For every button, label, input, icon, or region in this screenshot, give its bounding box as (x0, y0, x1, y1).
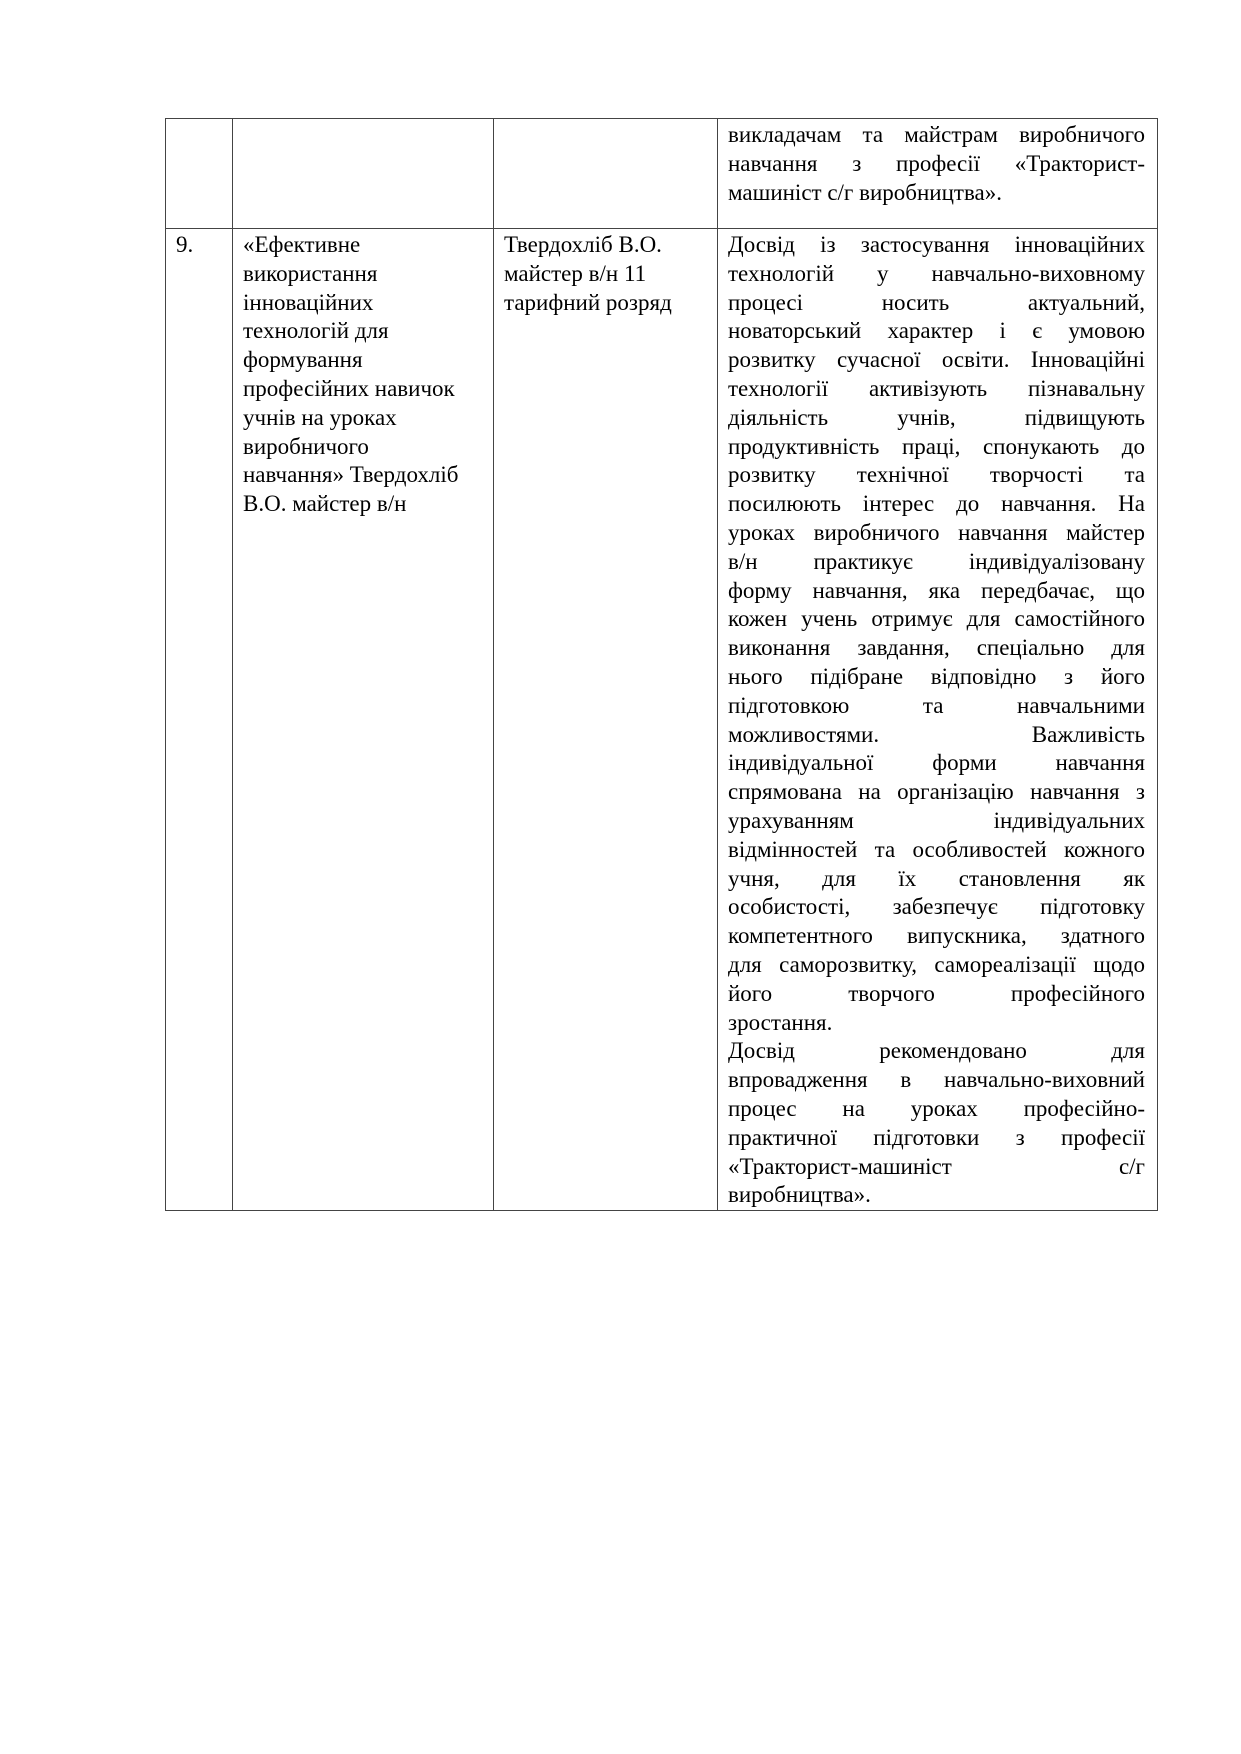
description-line: для саморозвитку, самореалізації щодо (728, 951, 1145, 977)
author-line: Твердохліб В.О. (504, 232, 662, 257)
description-line: впровадження в навчально-виховний (728, 1067, 1145, 1093)
description-line: кожен учень отримує для самостійного (728, 606, 1145, 632)
title-line: учнів на уроках (243, 404, 397, 430)
description-line: в/н практикує індивідуалізовану (728, 548, 1145, 574)
description-line: виробництва». (728, 1182, 871, 1208)
description-line: підготовкою та навчальними (728, 692, 1145, 718)
author-cell (494, 119, 718, 229)
description-line: спрямована на організацію навчання з (728, 779, 1145, 805)
description-line: Досвід із застосування інноваційних (728, 232, 1145, 257)
row-number-cell (166, 119, 233, 229)
author-cell (494, 229, 718, 1211)
description-line: навчання з професії «Тракторист- (728, 150, 1145, 176)
title-line: виробничого (243, 433, 369, 459)
title-line: «Ефективне (243, 232, 361, 257)
description-line: відмінностей та особливостей кожного (728, 836, 1145, 862)
table-row (166, 229, 1158, 1211)
description-line: учня, для їх становлення як (728, 865, 1145, 891)
description-paragraph (728, 231, 1145, 1037)
title-line: технологій для (243, 318, 389, 344)
experience-table (165, 118, 1158, 1211)
title-line: професійних навичок (243, 375, 455, 401)
title-line: формування (243, 347, 363, 373)
description-line: процесі носить актуальний, (728, 289, 1145, 315)
recommendation-paragraph (728, 1037, 1145, 1210)
description-line: зростання. (728, 1009, 833, 1035)
description-line: продуктивність праці, спонукають до (728, 433, 1145, 459)
table-row (166, 119, 1158, 229)
description-line: машиніст с/г виробництва». (728, 179, 1002, 205)
row-number-cell (166, 229, 233, 1211)
description-line: його творчого професійного (728, 980, 1145, 1006)
description-line: новаторський характер і є умовою (728, 318, 1145, 344)
description-line: Досвід рекомендовано для (728, 1038, 1145, 1064)
description-line: розвитку сучасної освіти. Інноваційні (728, 347, 1145, 373)
description-line: процес на уроках професійно- (728, 1095, 1145, 1121)
description-paragraph (728, 121, 1145, 207)
description-line: посилюють інтерес до навчання. На (728, 491, 1145, 517)
title-cell (233, 229, 494, 1211)
description-line: «Тракторист-машиніст с/г (728, 1153, 1145, 1179)
description-line: індивідуальної форми навчання (728, 750, 1145, 776)
description-line: урахуванням індивідуальних (728, 807, 1145, 833)
row-number (166, 119, 232, 121)
description-cell (718, 119, 1158, 229)
description-line: виконання завдання, спеціально для (728, 635, 1145, 661)
description-line: особистості, забезпечує підготовку (728, 894, 1145, 920)
description-line: форму навчання, яка передбачає, що (728, 577, 1145, 603)
description-line: технології активізують пізнавальну (728, 375, 1145, 401)
description-line: можливостями. Важливість (728, 721, 1145, 747)
description-line: уроках виробничого навчання майстер (728, 519, 1145, 545)
description-line: нього підібране відповідно з його (728, 663, 1145, 689)
title-line: інноваційних (243, 289, 374, 315)
title-line: В.О. майстер в/н (243, 491, 407, 517)
description-line: викладачам та майстрам виробничого (728, 122, 1145, 147)
author-line: майстер в/н 11 (504, 260, 647, 286)
description-line: технологій у навчально-виховному (728, 260, 1145, 286)
description-line: компетентного випускника, здатного (728, 923, 1145, 949)
title-cell (233, 119, 494, 229)
description-line: діяльність учнів, підвищують (728, 404, 1145, 430)
description-cell (718, 229, 1158, 1211)
title-line: навчання» Твердохліб (243, 462, 459, 488)
title-line: використання (243, 260, 378, 286)
description-line: практичної підготовки з професії (728, 1124, 1145, 1150)
description-line: розвитку технічної творчості та (728, 462, 1145, 488)
row-number: 9. (176, 232, 194, 257)
author-line: тарифний розряд (504, 289, 672, 315)
